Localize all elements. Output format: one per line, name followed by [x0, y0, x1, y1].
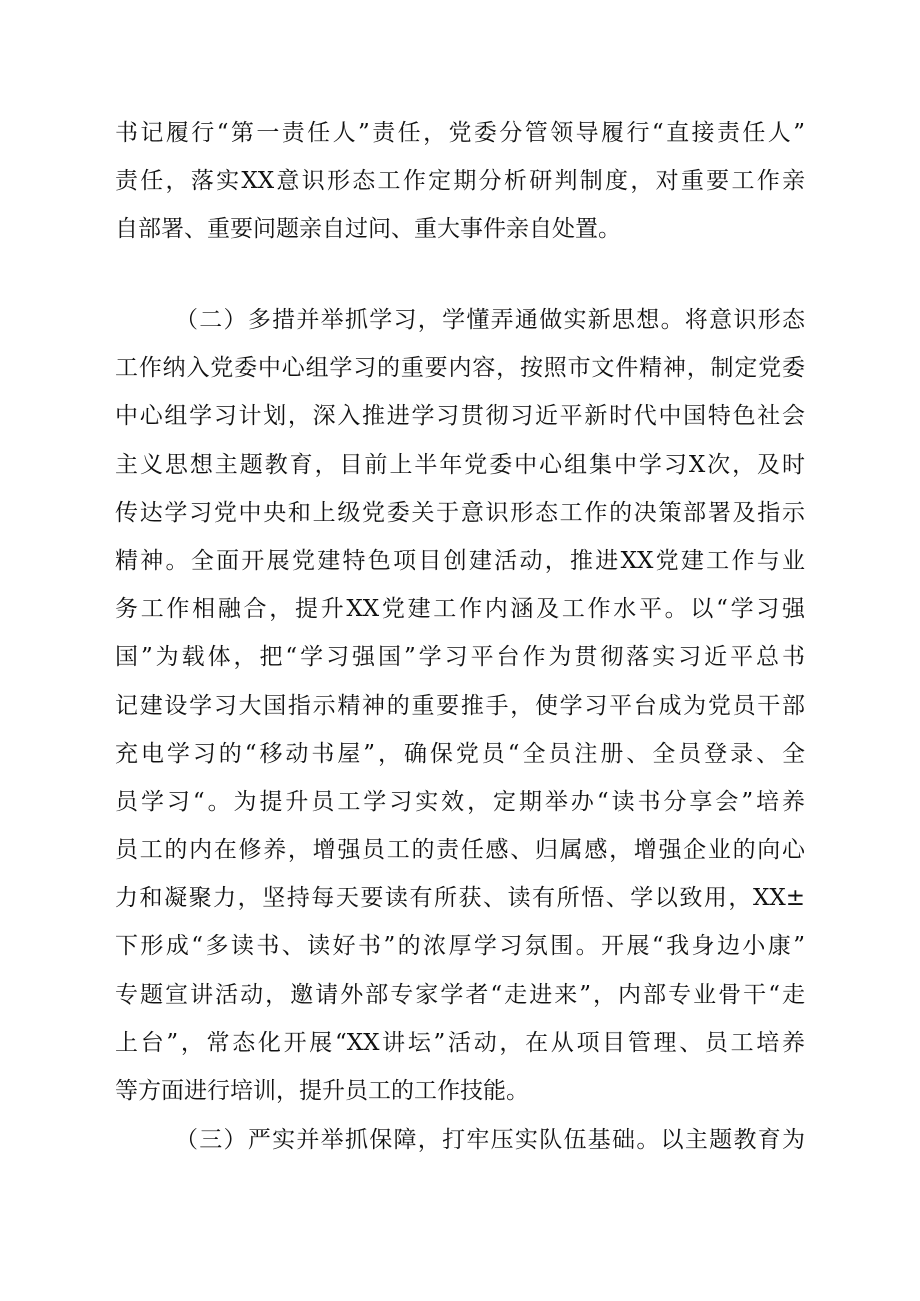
text-line: 精神。全面开展党建特色项目创建活动，推进XX党建工作与业: [115, 547, 805, 574]
text-line: 等方面进行培训，提升员工的工作技能。: [115, 1078, 529, 1104]
text-line: 主义思想主题教育，目前上半年党委中心组集中学习X次，及时: [115, 451, 805, 478]
text-line: 力和凝聚力，坚持每天要读有所获、读有所悟、学以致用，XX±: [115, 885, 805, 912]
text-line: 中心组学习计划，深入推进学习贯彻习近平新时代中国特色社会: [115, 403, 805, 430]
text-line: 上台”，常态化开展“XX讲坛”活动，在从项目管理、员工培养: [115, 1029, 805, 1056]
text-line: 工作纳入党委中心组学习的重要内容，按照市文件精神，制定党委: [115, 355, 805, 382]
text-line: （三）严实并举抓保障，打牢压实队伍基础。以主题教育为: [175, 1127, 805, 1153]
text-line: 充电学习的“移动书屋”，确保党员“全员注册、全员登录、全: [115, 740, 805, 767]
text-line: 书记履行“第一责任人”责任，党委分管领导履行“直接责任人”: [115, 120, 805, 146]
text-line: 记建设学习大国指示精神的重要推手，使学习平台成为党员干部: [115, 692, 805, 719]
text-line: 自部署、重要问题亲自过问、重大事件亲自处置。: [115, 216, 621, 243]
text-line: 务工作相融合，提升XX党建工作内涵及工作水平。以“学习强: [115, 596, 805, 623]
paragraph-1: [115, 109, 805, 254]
text-line: （二）多措并举抓学习，学懂弄通做实新思想。将意识形态: [175, 307, 805, 333]
text-line: 责任，落实XX意识形态工作定期分析研判制度，对重要工作亲: [115, 168, 805, 195]
text-line: 传达学习党中央和上级党委关于意识形态工作的决策部署及指示: [115, 499, 805, 526]
text-line: 国”为载体，把“学习强国”学习平台作为贯彻落实习近平总书: [115, 644, 805, 671]
text-line: 员学习“。为提升员工学习实效，定期举办“读书分享会”培养: [115, 788, 805, 815]
text-line: 专题宣讲活动，邀请外部专家学者“走进来”，内部专业骨干“走: [115, 981, 805, 1008]
text-line: 下形成“多读书、读好书”的浓厚学习氛围。开展“我身边小康”: [115, 933, 805, 960]
paragraph-3: [115, 1116, 805, 1164]
text-line: 员工的内在修养，增强员工的责任感、归属感，增强企业的向心: [115, 837, 805, 864]
paragraph-2: [115, 296, 805, 1115]
